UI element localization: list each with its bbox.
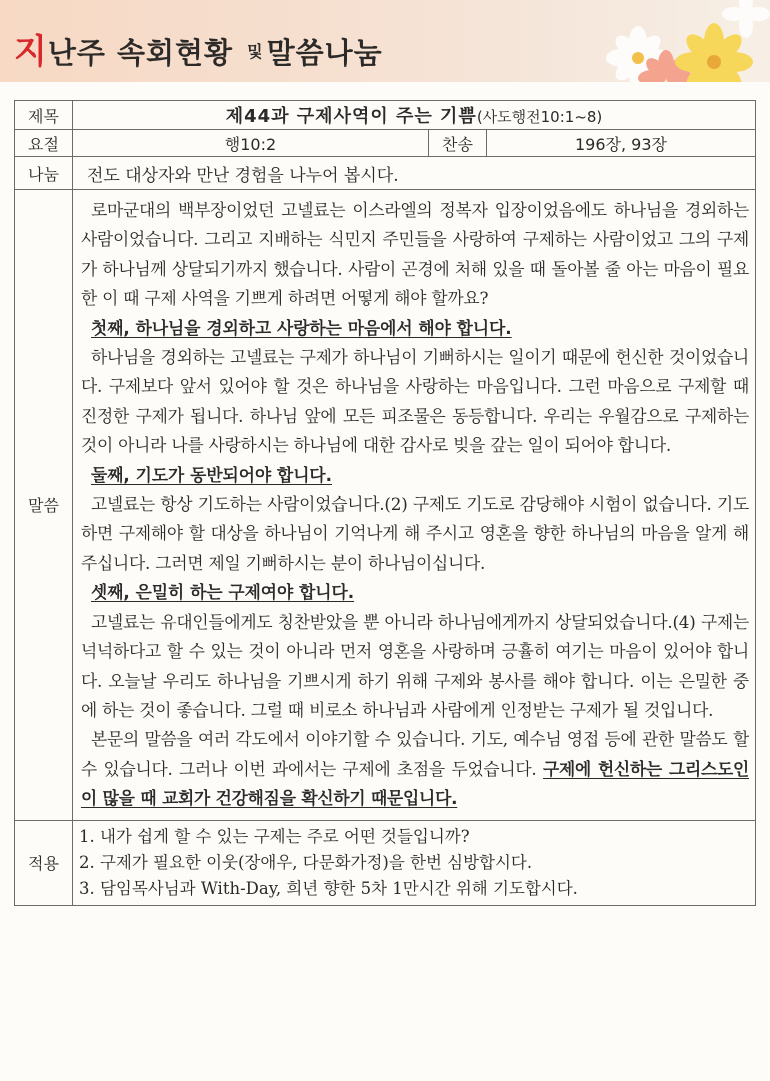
word-heading-1	[91, 314, 749, 343]
hymn-value: 196장, 93장	[487, 130, 756, 157]
apply-label: 적용	[15, 820, 73, 905]
title-row	[15, 101, 756, 130]
word-heading-3-text: 셋째, 은밀히 하는 구제여야 합니다.	[91, 582, 355, 603]
banner-title-end: 말씀나눔	[266, 36, 383, 70]
banner-title-small: 및	[247, 42, 264, 61]
lesson-reference: (사도행전10:1~8)	[476, 108, 603, 126]
lesson-table	[14, 100, 756, 906]
word-heading-2	[91, 461, 749, 490]
apply-item: 1. 내가 쉽게 할 수 있는 구제는 주로 어떤 것들입니까?	[79, 826, 470, 846]
verse-label: 요절	[15, 130, 73, 157]
word-heading-1-text: 첫째, 하나님을 경외하고 사랑하는 마음에서 해야 합니다.	[91, 317, 512, 338]
verse-row	[15, 130, 756, 157]
banner-title-rest: 난주 속회현황	[47, 36, 234, 70]
word-paragraph-3: 고넬료는 유대인들에게도 칭찬받았을 뿐 아니라 하나님에게까지 상달되었습니다.(4) 구제는 넉넉하다고 할 수 있는 것이 아니라 먼저 영혼을 사랑하며 긍휼히 여기는 마음이 있어야 합니다. 오늘날 우리도 하나님을 기쁘시게 하기 위해 구제와 봉사를 해야 합니다. 이는 은밀한 중에 하는 것이 좋습니다. 그럴 때 비로소 하나님과 사람에게 인정받는 구제가 될 것입니다.	[81, 611, 749, 720]
share-row	[15, 157, 756, 190]
word-heading-3	[91, 578, 749, 607]
word-paragraph-4-emphasis: 구제에 헌신하는 그리스도인이 많을 때 교회가 건강해짐을 확신하기 때문입니다.	[81, 758, 749, 809]
word-paragraph-4	[81, 725, 749, 813]
verse-value: 행10:2	[73, 130, 429, 157]
lesson-title-cell	[73, 101, 756, 130]
banner-title	[14, 24, 383, 73]
apply-item: 3. 담임목사님과 With-Day, 희년 향한 5차 1만시간 위해 기도합시다.	[79, 878, 578, 898]
word-paragraph-2: 고넬료는 항상 기도하는 사람이었습니다.(2) 구제도 기도로 감당해야 시험이 없습니다. 기도하면 구제해야 할 대상을 하나님이 기억나게 해 주시고 영혼을 향한 하나님의 마음을 알게 해 주십니다. 그러면 제일 기뻐하시는 분이 하나님이십니다.	[81, 494, 749, 573]
word-label: 말씀	[15, 190, 73, 821]
apply-row	[15, 820, 756, 905]
banner-title-first: 지	[14, 32, 48, 72]
word-paragraph-1: 하나님을 경외하는 고넬료는 구제가 하나님이 기뻐하시는 일이기 때문에 헌신한 것이었습니다. 구제보다 앞서 있어야 할 것은 하나님을 사랑하는 마음입니다. 그런 마음으로 구제할 때 진정한 구제가 됩니다. 하나님 앞에 모든 피조물은 동등합니다. 우리는 우월감으로 구제하는 것이 아니라 나를 사랑하시는 하나님에 대한 감사로 빚을 갚는 일이 되어야 합니다.	[81, 347, 749, 456]
hymn-label: 찬송	[429, 130, 487, 157]
apply-item: 2. 구제가 필요한 이웃(장애우, 다문화가정)을 한번 심방합시다.	[79, 852, 533, 872]
word-intro: 로마군대의 백부장이었던 고넬료는 이스라엘의 정복자 입장이었음에도 하나님을 경외하는 사람이었습니다. 그리고 지배하는 식민지 주민들을 사랑하여 구제하는 사람이었고 그의 구제가 하나님께 상달되기까지 했습니다. 사람이 곤경에 처해 있을 때 돌아볼 줄 아는 마음이 필요한 이 때 구제 사역을 기쁘게 하려면 어떻게 해야 할까요?	[81, 200, 749, 309]
word-row	[15, 190, 756, 821]
apply-list	[73, 820, 756, 905]
lesson-title: 제44과 구제사역이 주는 기쁨	[225, 106, 477, 127]
title-label: 제목	[15, 101, 73, 130]
word-heading-2-text: 둘째, 기도가 동반되어야 합니다.	[91, 464, 333, 485]
share-label: 나눔	[15, 157, 73, 190]
header-banner	[0, 0, 770, 82]
share-text: 전도 대상자와 만난 경험을 나누어 봅시다.	[73, 157, 756, 190]
word-body	[73, 190, 756, 821]
word-paragraph-4-text: 본문의 말씀을 여러 각도에서 이야기할 수 있습니다. 기도, 예수님 영접 등에 관한 말씀도 할 수 있습니다. 그러나 이번 과에서는 구제에 초점을 두었습니다.	[81, 729, 749, 779]
flower-decoration-icon	[596, 0, 770, 82]
